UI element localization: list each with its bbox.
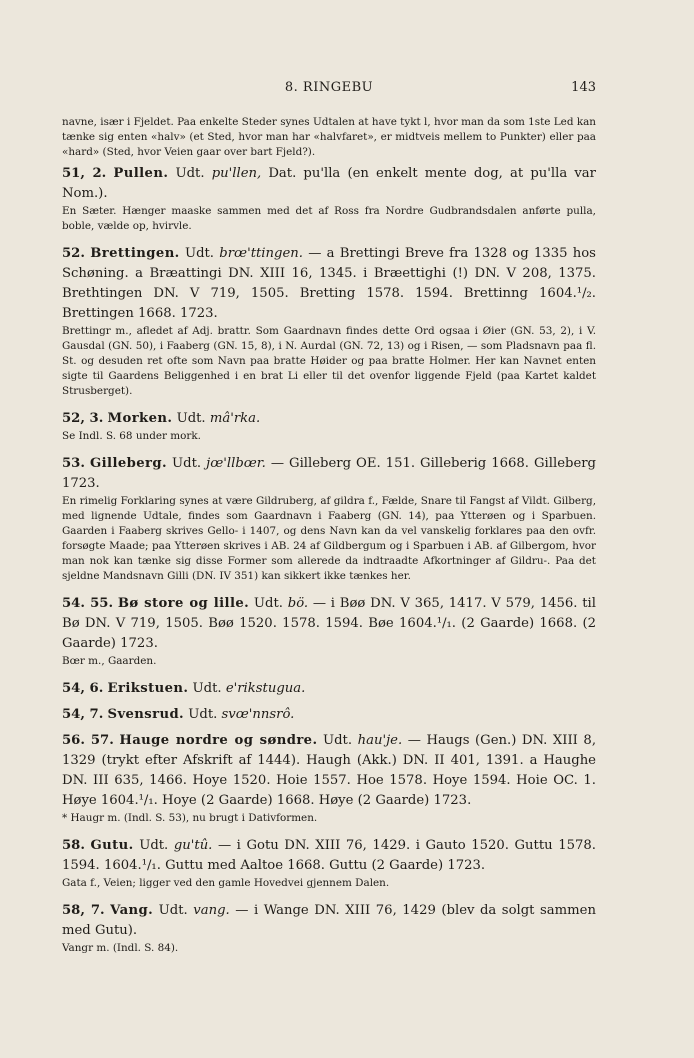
entry-pronunciation: brœ'ttingen. [219,246,303,261]
entry-number: 58, 7. [62,903,105,918]
entry-text: — i Bøø DN. V 365, 1417. V 579, 1456. til Bø DN. V 719, 1505. Bøø 1520. 1578. 1594. Bøe 1604.¹/₁. (2 Gaarde) 1668. (2 Gaarde) 1723. [62,596,596,651]
entry-pronunciation: gu'tû. [173,838,213,853]
entry-pronunciation: e'rikstugua. [225,681,306,696]
entry-pronunciation: svœ'nnsrô. [221,707,295,722]
entry-number: 54, 6. [62,681,104,696]
entry-name: Bø store og lille. [117,596,250,611]
entry-pullen [62,164,596,204]
entry-name: Gutu. [90,838,134,853]
entry-gilleberg [62,454,596,494]
entry-udt: Udt. [158,903,188,918]
entry-number: 53. [62,456,85,471]
entry-text: — i Gotu DN. XIII 76, 1429. i Gauto 1520. Guttu 1578. 1594. 1604.¹/₁. Guttu med Aaltoe 1668. Guttu (2 Gaarde) 1723. [62,838,596,873]
entry-name: Gilleberg. [89,456,168,471]
running-title: 8. RINGEBU [284,80,374,95]
entry-text: — Haugs (Gen.) DN. XIII 8, 1329 (trykt efter Afskrift af 1444). Haugh (Akk.) DN. II 401, 1391. a Haughe DN. III 635, 1466. Hoye 1520. Hoie 1557. Hoe 1578. Hoye 1594. Hoie OC. 1. Høye 1604.¹/₁. Hoye (2 Gaarde) 1668. Høye (2 Gaarde) 1723. [62,733,597,808]
entry-text: Dat. pu'lla (en enkelt mente dog, at pu'lla var Nom.). [62,166,596,201]
entry-brettingen [62,244,596,324]
entry-erikstuen [62,679,596,699]
entry-name: Erikstuen. [107,681,189,696]
entry-udt: Udt. [175,166,205,181]
entry-number: 52. [62,246,85,261]
entry-number: 51, 2. [62,166,107,181]
entry-name: Brettingen. [90,246,180,261]
entry-udt: Udt. [253,596,283,611]
entry-udt: Udt. [176,411,206,426]
entry-number: 54. 55. [62,596,114,611]
entry-name: Morken. [107,411,173,426]
entry-number: 52, 3. [62,411,104,426]
paragraph-bo: Bœr m., Gaarden. [62,655,157,667]
entry-name: Svensrud. [107,707,185,722]
entry-pronunciation: vang. [193,903,230,918]
entry-name: Vang. [110,903,154,918]
entry-udt: Udt. [192,681,222,696]
entry-hauge [62,731,596,811]
page-body [62,115,596,960]
entry-bo [62,594,596,654]
entry-text: — a Brettingi Breve fra 1328 og 1335 hos Schøning. a Bræattingi DN. XIII 16, 1345. i Bræettighi (!) DN. V 208, 1375. Brethtingen DN. V 719, 1505. Bretting 1578. 1594. Brettinng 1604.¹/₂. Brettingen 1668. 1723. [62,246,596,321]
paragraph-morken: Se Indl. S. 68 under mork. [62,430,201,442]
paragraph-brettingen: Brettingr m., afledet af Adj. brattr. Som Gaardnavn findes dette Ord ogsaa i Øier (GN. 53, 2), i V. Gausdal (GN. 50), i Faaberg (GN. 15, 8), i N. Aurdal (GN. 72, 13) og i Risen, — som Pladsnavn paa fl. St. og desuden ret ofte som Navn paa bratte Høider og paa bratte Holmer. Her kan Navnet enten sigte til Gaardens Beliggenhed i en brat Li eller til det ovenfor liggende Fjeld (paa Kartet kaldet Strusberget). [62,325,596,397]
entry-number: 56. 57. [62,733,114,748]
entry-pronunciation: mâ'rka. [209,411,261,426]
entry-number: 54, 7. [62,707,104,722]
entry-udt: Udt. [323,733,353,748]
entry-udt: Udt. [172,456,202,471]
entry-number: 58. [62,838,85,853]
page-number: 143 [571,80,596,95]
entry-udt: Udt. [139,838,169,853]
entry-text: — Gilleberg OE. 151. Gilleberig 1668. Gilleberg 1723. [62,456,596,491]
entry-pronunciation: bö. [287,596,309,611]
entry-name: Pullen. [113,166,169,181]
entry-pronunciation: jœ'llbœr. [206,456,266,471]
paragraph-gilleberg: En rimelig Forklaring synes at være Gildruberg, af gildra f., Fælde, Snare til Fangst af Vildt. Gilberg, med lignende Udtale, findes som Gaardnavn i Faaberg (GN. 14), paa Ytterøen og i Sparbuen. Gaarden i Faaberg skrives Gello- i 1407, og dens Navn kan da vel vanskelig forklares paa den ovfr. forsøgte Maade; paa Ytterøen skrives i AB. 24 af Gildbergum og i Sparbuen i AB. af Gilbergom, hvor man nok kan tænke sig disse Former som allerede da indtraadte Afkortninger af Gildru-. Paa det sjeldne Mandsnavn Gilli (DN. IV 351) kan sikkert ikke tænkes her. [62,495,596,582]
entry-name: Hauge nordre og søndre. [119,733,318,748]
entry-udt: Udt. [188,707,218,722]
entry-udt: Udt. [184,246,215,261]
page-header [62,80,596,100]
paragraph-pullen: En Sæter. Hænger maaske sammen med det af Ross fra Nordre Gudbrandsdalen anførte pulla, boble, vælde op, hvirvle. [62,205,596,232]
entry-text: — i Wange DN. XIII 76, 1429 (blev da solgt sammen med Gutu). [62,903,596,938]
paragraph-vang: Vangr m. (Indl. S. 84). [62,942,179,954]
paragraph-hauge: * Haugr m. (Indl. S. 53), nu brugt i Dativformen. [62,812,318,824]
paragraph-gutu: Gata f., Veien; ligger ved den gamle Hovedvei gjennem Dalen. [62,877,390,889]
entry-morken [62,409,596,429]
paragraph-intro: navne, især i Fjeldet. Paa enkelte Steder synes Udtalen at have tykt l, hvor man da som 1ste Led kan tænke sig enten «halv» (et Sted, hvor man har «halvfaret», er midtveis mellem to Punkter) eller paa «hard» (Sted, hvor Veien gaar over bart Fjeld?). [62,116,596,158]
entry-vang [62,901,596,941]
entry-pronunciation: pu'llen, [211,166,262,181]
entry-pronunciation: hau'je. [357,733,403,748]
entry-svensrud [62,705,596,725]
entry-gutu [62,836,596,876]
